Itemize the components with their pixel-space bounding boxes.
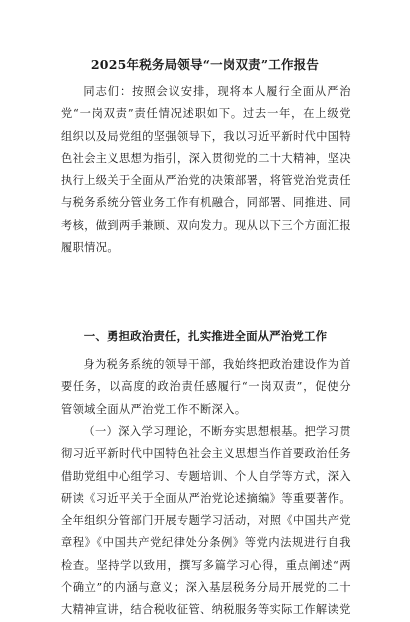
section-one-heading: 一、勇担政治责任，扎实推进全面从严治党工作 [83,329,328,343]
section-one-intro-paragraph: 身为税务系统的领导干部，我始终把政治建设作为首要任务，以高度的政治责任感履行“一岗双责”，促使分管领域全面从严治党工作不断深入。 [61,358,351,416]
document-title: 2025年税务局领导“一岗双责”工作报告 [90,57,320,72]
greeting-paragraph: 同志们：按照会议安排，现将本人履行全面从严治党“一岗双责”责任情况述职如下。过去一年，在上级党组织以及局党组的坚强领导下，我以习近平新时代中国特色社会主义思想为指引，深入贯彻党的二十大精神，坚决执行上级关于全面从严治党的决策部署，将管党治党责任与税务系统分管业务工作有机融合，同部署、同推进、同考核，做到两手兼顾、双向发力。现从以下三个方面汇报履职情况。 [61,85,351,255]
item-one-paragraph: （一）深入学习理论，不断夯实思想根基。把学习贯彻习近平新时代中国特色社会主义思想当作首要政治任务借助党组中心组学习、专题培训、个人自学等方式，深入研读《习近平关于全面从严治党论述摘编》等重要著作。全年组织分管部门开展专题学习活动，对照《中国共产党章程》《中国共产党纪律处分条例》等党内法规进行自我检查。坚持学以致用，撰写多篇学习心得，重点阐述“两个确立”的内涵与意义；深入基层税务分局开展党的二十大精神宣讲，结合税收征管、纳税服务等实际工作解读党 [61,425,351,617]
